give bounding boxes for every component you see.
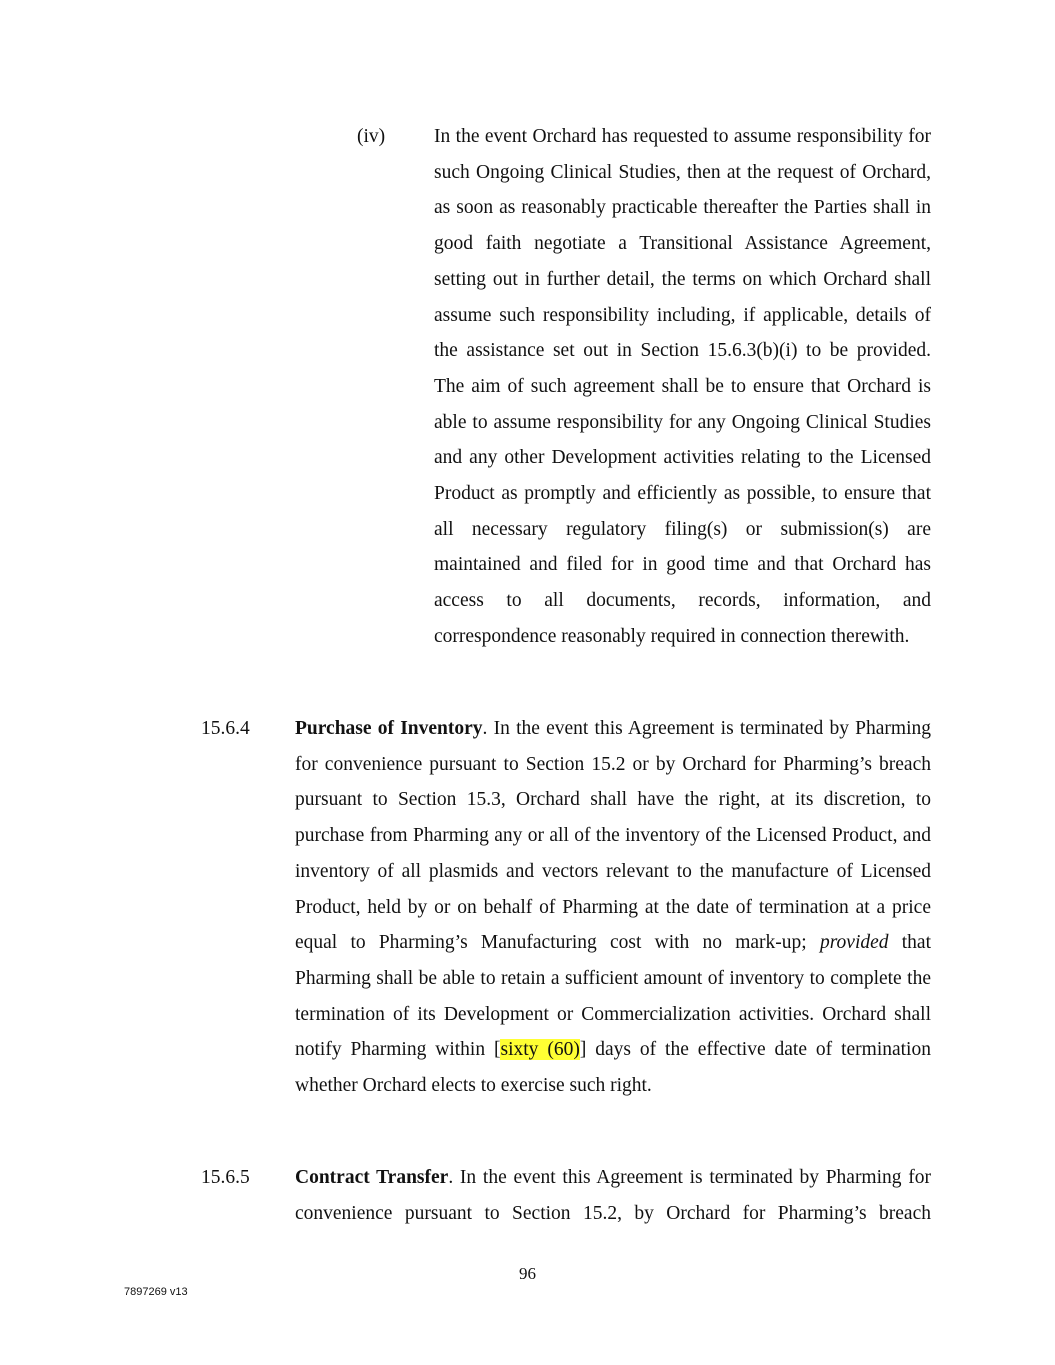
provided-term: provided — [819, 932, 889, 954]
section-15-6-5-text: In the event this Agreement is terminated by Pharming for convenience pursuant to Section 15.2, by Orchard for Pharming’s breach — [295, 1167, 931, 1224]
section-15-6-4-paragraph — [295, 711, 931, 1104]
section-15-6-4-text-part-3: ] days of the effective date of termination whether Orchard elects to exercise such right. — [295, 1039, 931, 1097]
subclause-iv-label: (iv) — [357, 126, 386, 147]
section-15-6-4-text-part-1: In the event this Agreement is terminated by Pharming for convenience pursuant to Section 15.2 or by Orchard for Pharming’s breach pursuant to Section 15.3, Orchard shall have the right, at its discretion, to purchase from Pharming any or all of the inventory of the Licensed Product, and inventory of all plasmids and vectors relevant to the manufacture of Licensed Product, held by or on behalf of Pharming at the date of termination at a price equal to Pharming’s Manufacturing cost with no mark-up; — [295, 718, 931, 954]
page-number: 96 — [519, 1264, 536, 1283]
section-15-6-4-text-part-2: that Pharming shall be able to retain a sufficient amount of inventory to complete the termination of its Development or Commercialization activities. Orchard shall notify Pharming within [ — [295, 932, 931, 1061]
subclause-iv — [434, 119, 931, 655]
highlighted-period: sixty (60) — [500, 1039, 580, 1061]
section-15-6-5 — [295, 1160, 931, 1231]
section-15-6-4-number: 15.6.4 — [201, 718, 250, 739]
section-15-6-4 — [295, 711, 931, 1104]
section-15-6-5-heading: Contract Transfer — [295, 1167, 449, 1188]
document-reference: 7897269 v13 — [124, 1286, 188, 1298]
section-15-6-4-heading: Purchase of Inventory — [295, 718, 483, 739]
subclause-iv-text: In the event Orchard has requested to assume responsibility for such Ongoing Clinical Studies, then at the request of Orchard, as soon as reasonably practicable thereafter the Parties shall in good faith negotiate a Transitional Assistance Agreement, setting out in further detail, the terms on which Orchard shall assume such responsibility including, if applicable, details of the assistance set out in Section 15.6.3(b)(i) to be provided. The aim of such agreement shall be to ensure that Orchard is able to assume responsibility for any Ongoing Clinical Studies and any other Development activities relating to the Licensed Product as promptly and efficiently as possible, to ensure that all necessary regulatory filing(s) or submission(s) are maintained and filed for in good time and that Orchard has access to all documents, records, information, and correspondence reasonably required in connection therewith. — [434, 126, 931, 647]
section-15-6-5-number: 15.6.5 — [201, 1167, 250, 1188]
heading-period: . — [482, 718, 488, 739]
heading-period: . — [448, 1167, 454, 1188]
section-15-6-5-paragraph — [295, 1160, 931, 1231]
